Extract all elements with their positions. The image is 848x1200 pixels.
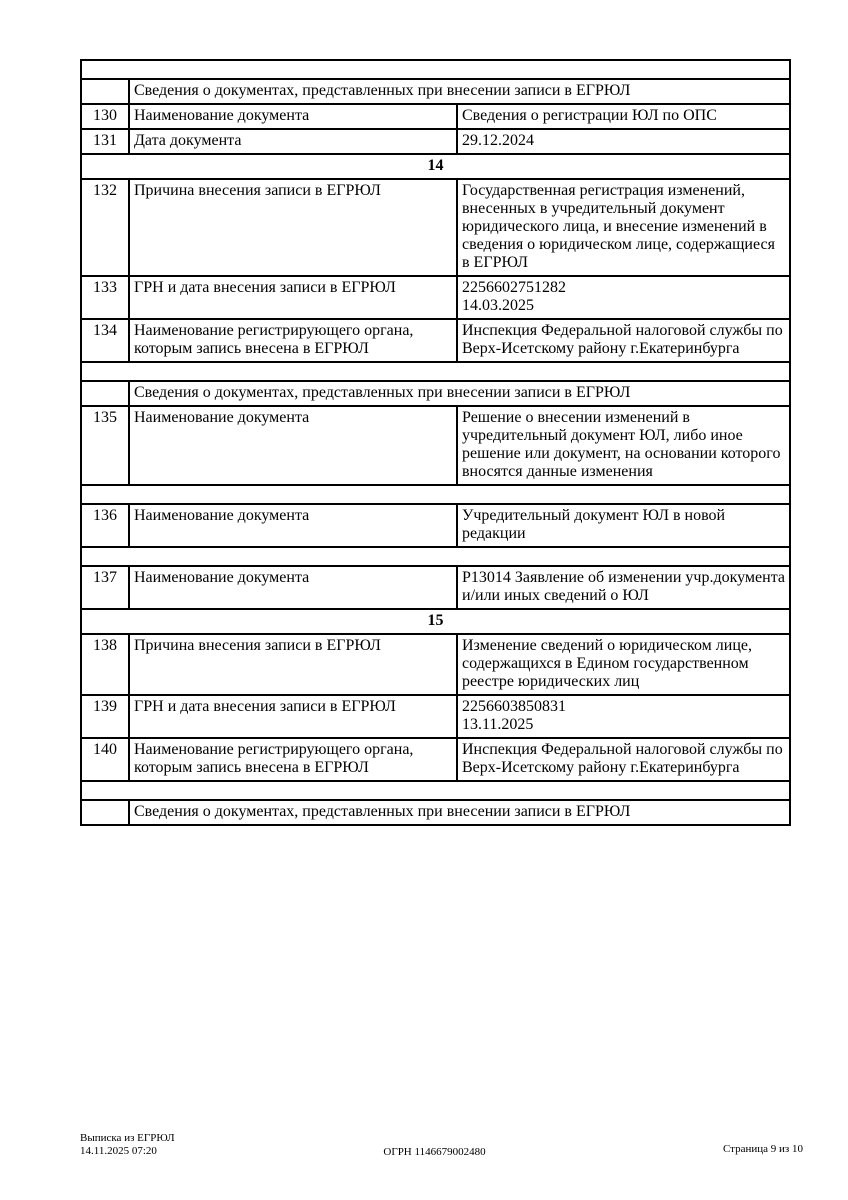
row-label-cell: Наименование документа [129, 406, 457, 485]
row-number-cell: 134 [81, 319, 129, 362]
table-row-empty [81, 362, 790, 381]
row-number-cell: 139 [81, 695, 129, 738]
value-line: 2256602751282 [462, 279, 566, 296]
value-line: Р13014 Заявление об изменении учр.документа и/или иных сведений о ЮЛ [462, 569, 786, 604]
row-number-cell [81, 800, 129, 825]
footer-page-indicator: Страница 9 из 10 [722, 1143, 803, 1155]
footer-datetime: 14.11.2025 07:20 [80, 1145, 157, 1157]
value-line: Сведения о регистрации ЮЛ по ОПС [462, 107, 717, 124]
group-number-cell: 15 [81, 609, 790, 634]
row-value-cell [457, 319, 790, 362]
row-label-cell: Наименование документа [129, 566, 457, 609]
row-value-cell [457, 129, 790, 154]
table-row [81, 406, 790, 485]
row-number-cell: 133 [81, 276, 129, 319]
row-number-cell: 137 [81, 566, 129, 609]
row-label-cell: ГРН и дата внесения записи в ЕГРЮЛ [129, 695, 457, 738]
value-line: Изменение сведений о юридическом лице, содержащихся в Едином государственном реестре юридических лиц [462, 637, 753, 690]
row-value-cell [457, 504, 790, 547]
value-line: 14.03.2025 [462, 297, 534, 314]
row-label-cell: Дата документа [129, 129, 457, 154]
value-line: 2256603850831 [462, 698, 566, 715]
value-line: Инспекция Федеральной налоговой службы по Верх-Исетскому району г.Екатеринбурга [462, 741, 783, 776]
group-number-cell: 14 [81, 154, 790, 179]
value-line: Решение о внесении изменений в учредительный документ ЮЛ, либо иное решение или документ, на основании которого вносятся данные изменения [462, 409, 781, 480]
row-label-cell: Причина внесения записи в ЕГРЮЛ [129, 179, 457, 276]
footer-doc-type: Выписка из ЕГРЮЛ [80, 1132, 175, 1144]
table-row-group-number [81, 609, 790, 634]
footer-ogrn: ОГРН 1146679002480 [383, 1146, 486, 1158]
table-row [81, 504, 790, 547]
value-line: Инспекция Федеральной налоговой службы по Верх-Исетскому району г.Екатеринбурга [462, 322, 783, 357]
row-value-cell [457, 104, 790, 129]
table-row [81, 566, 790, 609]
row-value-cell [457, 406, 790, 485]
row-label-cell: Причина внесения записи в ЕГРЮЛ [129, 634, 457, 695]
table-row-section-header [81, 79, 790, 104]
row-number-cell: 140 [81, 738, 129, 781]
row-number-cell: 136 [81, 504, 129, 547]
table-row-group-number [81, 154, 790, 179]
table-row [81, 695, 790, 738]
table-row-empty [81, 547, 790, 566]
table-row-empty [81, 485, 790, 504]
empty-cell [81, 485, 790, 504]
empty-cell [81, 60, 790, 79]
value-line: Государственная регистрация изменений, внесенных в учредительный документ юридического лица, и внесение изменений в сведения о юридическом лице, содержащиеся в ЕГРЮЛ [462, 182, 775, 271]
row-label-cell: Наименование документа [129, 104, 457, 129]
table-row-empty [81, 60, 790, 79]
row-value-cell [457, 695, 790, 738]
row-label-cell: Наименование регистрирующего органа, которым запись внесена в ЕГРЮЛ [129, 319, 457, 362]
empty-cell [81, 362, 790, 381]
row-number-cell: 138 [81, 634, 129, 695]
value-line: 13.11.2025 [462, 716, 534, 733]
row-label-cell: Наименование регистрирующего органа, которым запись внесена в ЕГРЮЛ [129, 738, 457, 781]
row-label-cell: Наименование документа [129, 504, 457, 547]
table-row [81, 738, 790, 781]
row-value-cell [457, 634, 790, 695]
egrul-records-table [80, 59, 791, 826]
table-row-section-header [81, 800, 790, 825]
row-number-cell: 135 [81, 406, 129, 485]
table-row-section-header [81, 381, 790, 406]
table-row [81, 179, 790, 276]
table-row [81, 104, 790, 129]
row-value-cell [457, 566, 790, 609]
row-number-cell: 131 [81, 129, 129, 154]
empty-cell [81, 781, 790, 800]
value-line: Учредительный документ ЮЛ в новой редакции [462, 507, 726, 542]
section-header-cell: Сведения о документах, представленных при внесении записи в ЕГРЮЛ [129, 79, 790, 104]
row-label-cell: ГРН и дата внесения записи в ЕГРЮЛ [129, 276, 457, 319]
empty-cell [81, 547, 790, 566]
table-row [81, 319, 790, 362]
row-number-cell: 132 [81, 179, 129, 276]
row-number-cell [81, 381, 129, 406]
table-row [81, 129, 790, 154]
table-row [81, 276, 790, 319]
row-value-cell [457, 738, 790, 781]
row-value-cell [457, 276, 790, 319]
section-header-cell: Сведения о документах, представленных при внесении записи в ЕГРЮЛ [129, 381, 790, 406]
row-number-cell: 130 [81, 104, 129, 129]
row-value-cell [457, 179, 790, 276]
section-header-cell: Сведения о документах, представленных при внесении записи в ЕГРЮЛ [129, 800, 790, 825]
table-row-empty [81, 781, 790, 800]
row-number-cell [81, 79, 129, 104]
table-row [81, 634, 790, 695]
value-line: 29.12.2024 [462, 132, 534, 149]
